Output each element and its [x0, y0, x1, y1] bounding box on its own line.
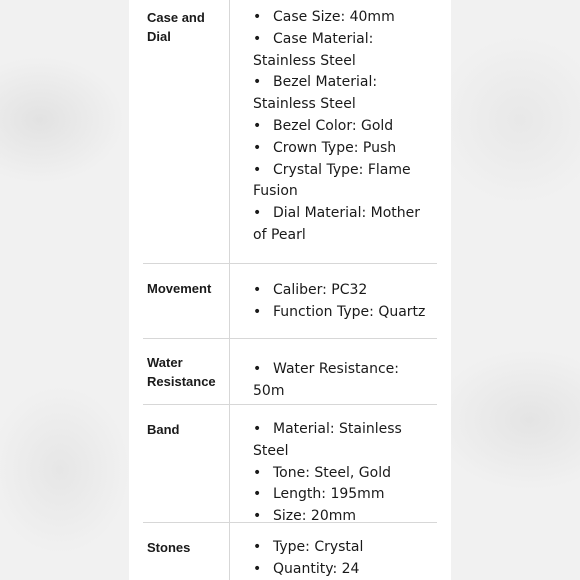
bullet-icon: • [253, 117, 262, 134]
spec-value-list [253, 7, 433, 247]
spec-value-list [253, 280, 433, 324]
spec-value-list [253, 537, 433, 580]
spec-table [143, 0, 437, 580]
spec-row-movement [143, 264, 437, 339]
spec-label: Movement [143, 264, 230, 338]
spec-value-item: • Material: Stainless Steel [253, 421, 402, 459]
spec-row-case-and-dial [143, 0, 437, 264]
spec-value-item: • Caliber: PC32 [253, 280, 433, 302]
bullet-icon: • [253, 205, 262, 222]
bullet-icon: • [253, 508, 262, 525]
spec-label: Band [143, 405, 230, 522]
spec-values [230, 339, 437, 404]
bullet-icon: • [253, 421, 262, 437]
spec-values [230, 405, 437, 525]
spec-value-item: • Bezel Material: Stainless Steel [253, 74, 378, 113]
spec-panel [129, 0, 451, 580]
spec-value-item: • Bezel Color: Gold [253, 116, 433, 138]
bullet-icon: • [253, 74, 262, 91]
spec-value-item: • Function Type: Quartz [253, 302, 433, 324]
bullet-icon: • [253, 539, 262, 555]
spec-value-item: • Crystal Type: Flame Fusion [253, 161, 411, 200]
spec-value-item: • Crown Type: Push [253, 138, 433, 160]
spec-value-item: • Dial Material: Mother of Pearl [253, 205, 421, 243]
spec-row-stones [143, 523, 437, 580]
spec-row-band [143, 405, 437, 523]
spec-values [230, 264, 437, 338]
bullet-icon: • [253, 282, 262, 298]
spec-value-item: • Length: 195mm [253, 484, 433, 506]
spec-label: Case and Dial [143, 0, 230, 263]
spec-value-item: • Quantity: 24 [253, 559, 433, 580]
spec-value-list [253, 419, 433, 528]
spec-value-list [253, 359, 433, 403]
spec-values [230, 0, 437, 263]
bullet-icon: • [253, 361, 262, 377]
spec-value-item: • Type: Crystal [253, 537, 433, 559]
bullet-icon: • [253, 560, 262, 577]
spec-value-item: • Size: 20mm [253, 506, 433, 528]
spec-row-water-resistance [143, 339, 437, 405]
spec-label: Water Resistance [143, 339, 230, 404]
spec-values [230, 523, 437, 580]
bullet-icon: • [253, 303, 262, 320]
bullet-icon: • [253, 486, 262, 503]
spec-value-item: • Case Material: Stainless Steel [253, 30, 374, 69]
bullet-icon: • [253, 464, 262, 481]
spec-label: Stones [143, 523, 230, 580]
bullet-icon: • [253, 161, 262, 178]
bullet-icon: • [253, 9, 262, 25]
bullet-icon: • [253, 30, 262, 47]
spec-value-item: • Water Resistance: 50m [253, 361, 399, 399]
spec-value-item: • Case Size: 40mm [253, 7, 433, 29]
bullet-icon: • [253, 139, 262, 156]
spec-value-item: • Tone: Steel, Gold [253, 463, 433, 485]
